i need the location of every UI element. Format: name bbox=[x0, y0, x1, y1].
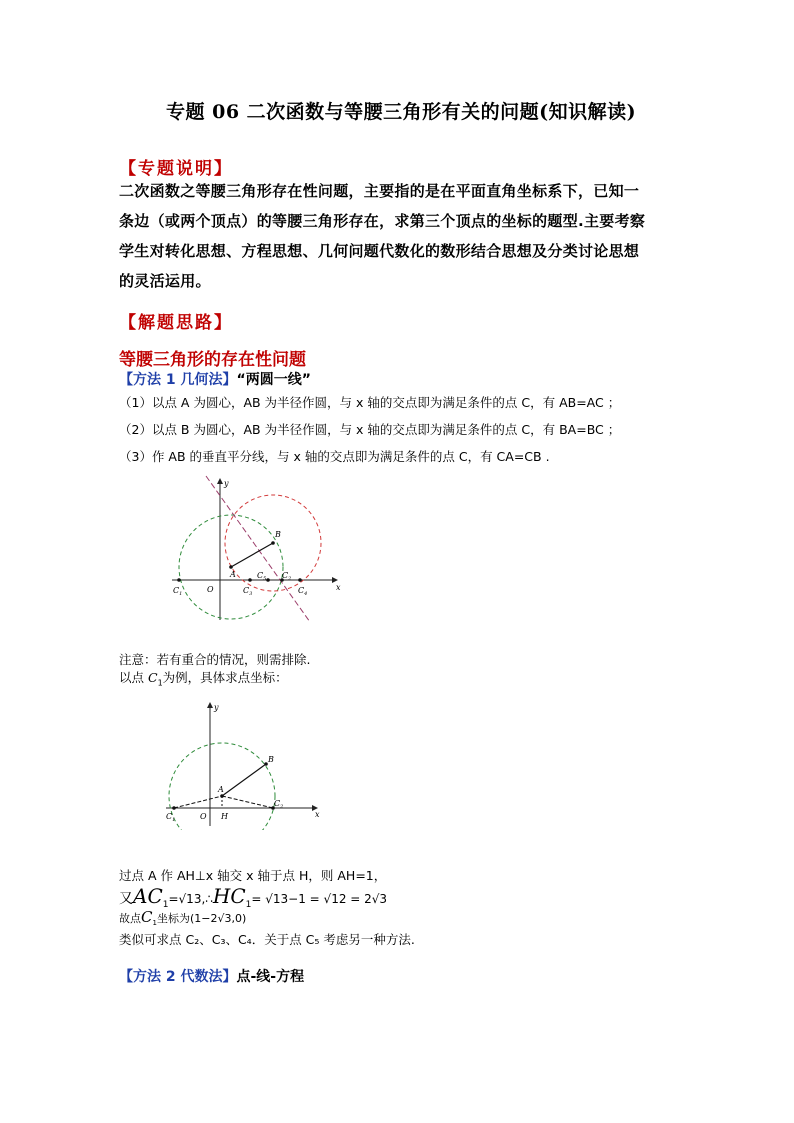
label-x: x bbox=[315, 810, 320, 819]
segment-ab bbox=[222, 764, 266, 796]
method1-heading bbox=[119, 369, 311, 389]
section-heading-approach: 【解题思路】 bbox=[119, 313, 233, 333]
label-y: y bbox=[214, 703, 219, 712]
step-3: （3）作 AB 的垂直平分线，与 x 轴的交点即为满足条件的点 C，有 CA=CB . bbox=[119, 449, 550, 464]
step-2: （2）以点 B 为圆心，AB 为半径作圆，与 x 轴的交点即为满足条件的点 C，有 BA=BC ； bbox=[119, 422, 621, 437]
y-axis-arrow bbox=[217, 478, 223, 484]
label-h: H bbox=[221, 812, 228, 821]
label-o: O bbox=[207, 585, 214, 594]
calc-line-1: 过点 A 作 AH⊥x 轴交 x 轴于点 H，则 AH=1， bbox=[119, 868, 387, 883]
label-x: x bbox=[336, 583, 341, 592]
calc-line-4: 类似可求点 C₂、C₃、C₄．关于点 C₅ 考虑另一种方法. bbox=[119, 932, 415, 947]
label-c1: $C_1$ bbox=[173, 586, 183, 597]
segment-ab bbox=[231, 543, 273, 567]
example-intro: 以点 $C_1$为例，具体求点坐标： bbox=[119, 670, 288, 688]
note-line: 注意：若有重合的情况，则需排除. bbox=[119, 652, 311, 667]
point-a bbox=[220, 794, 224, 798]
segment-ac2 bbox=[222, 796, 273, 808]
calc-line-3: 故点$C_1$坐标为(1−2√3,0) bbox=[119, 908, 247, 928]
method2-heading bbox=[119, 966, 304, 986]
description-line-4: 的灵活运用。 bbox=[119, 272, 211, 290]
label-y: y bbox=[224, 479, 229, 488]
label-c2: $C_2$ bbox=[274, 799, 284, 810]
description-line-3: 学生对转化思想、方程思想、几何问题代数化的数形结合思想及分类讨论思想 bbox=[119, 242, 640, 260]
point-b bbox=[271, 541, 275, 545]
label-c3: $C_3$ bbox=[243, 586, 253, 597]
point-c3 bbox=[248, 578, 252, 582]
label-o: O bbox=[200, 812, 207, 821]
label-c2: $C_2$ bbox=[282, 571, 292, 582]
label-b: B bbox=[268, 755, 274, 764]
figure-two-circles-one-line bbox=[160, 470, 360, 630]
point-c1 bbox=[172, 806, 176, 810]
method2-name: 点-线-方程 bbox=[236, 969, 305, 985]
label-c1: $C_1$ bbox=[166, 812, 176, 823]
method1-name: “两圆一线” bbox=[236, 372, 311, 388]
label-c5: $C_5$ bbox=[257, 571, 267, 582]
label-a: A bbox=[230, 570, 236, 579]
point-c4 bbox=[298, 578, 302, 582]
figure-example-c1 bbox=[160, 700, 330, 830]
point-c5 bbox=[266, 578, 270, 582]
method1-label: 【方法 1 几何法】 bbox=[119, 372, 237, 388]
subheading-existence: 等腰三角形的存在性问题 bbox=[119, 350, 306, 370]
section-heading-description: 【专题说明】 bbox=[119, 159, 233, 179]
page-title: 专题 06 二次函数与等腰三角形有关的问题(知识解读) bbox=[166, 101, 637, 123]
calc-line-2: 又$AC_1=√13,\therefore HC_1= √13-1 = √12 = 2√3$ bbox=[119, 884, 388, 910]
description-line-1: 二次函数之等腰三角形存在性问题，主要指的是在平面直角坐标系下，已知一 bbox=[119, 182, 640, 200]
point-a bbox=[229, 565, 233, 569]
description-line-2: 条边（或两个顶点）的等腰三角形存在，求第三个顶点的坐标的题型.主要考察 bbox=[119, 212, 646, 230]
y-axis-arrow bbox=[207, 702, 213, 708]
label-b: B bbox=[275, 530, 281, 539]
method2-label: 【方法 2 代数法】 bbox=[119, 969, 237, 985]
label-a: A bbox=[218, 785, 224, 794]
segment-ac1 bbox=[174, 796, 222, 808]
point-c1 bbox=[177, 578, 181, 582]
label-c4: $C_4$ bbox=[298, 586, 308, 597]
step-1: （1）以点 A 为圆心，AB 为半径作圆，与 x 轴的交点即为满足条件的点 C，有 AB=AC ； bbox=[119, 395, 621, 410]
